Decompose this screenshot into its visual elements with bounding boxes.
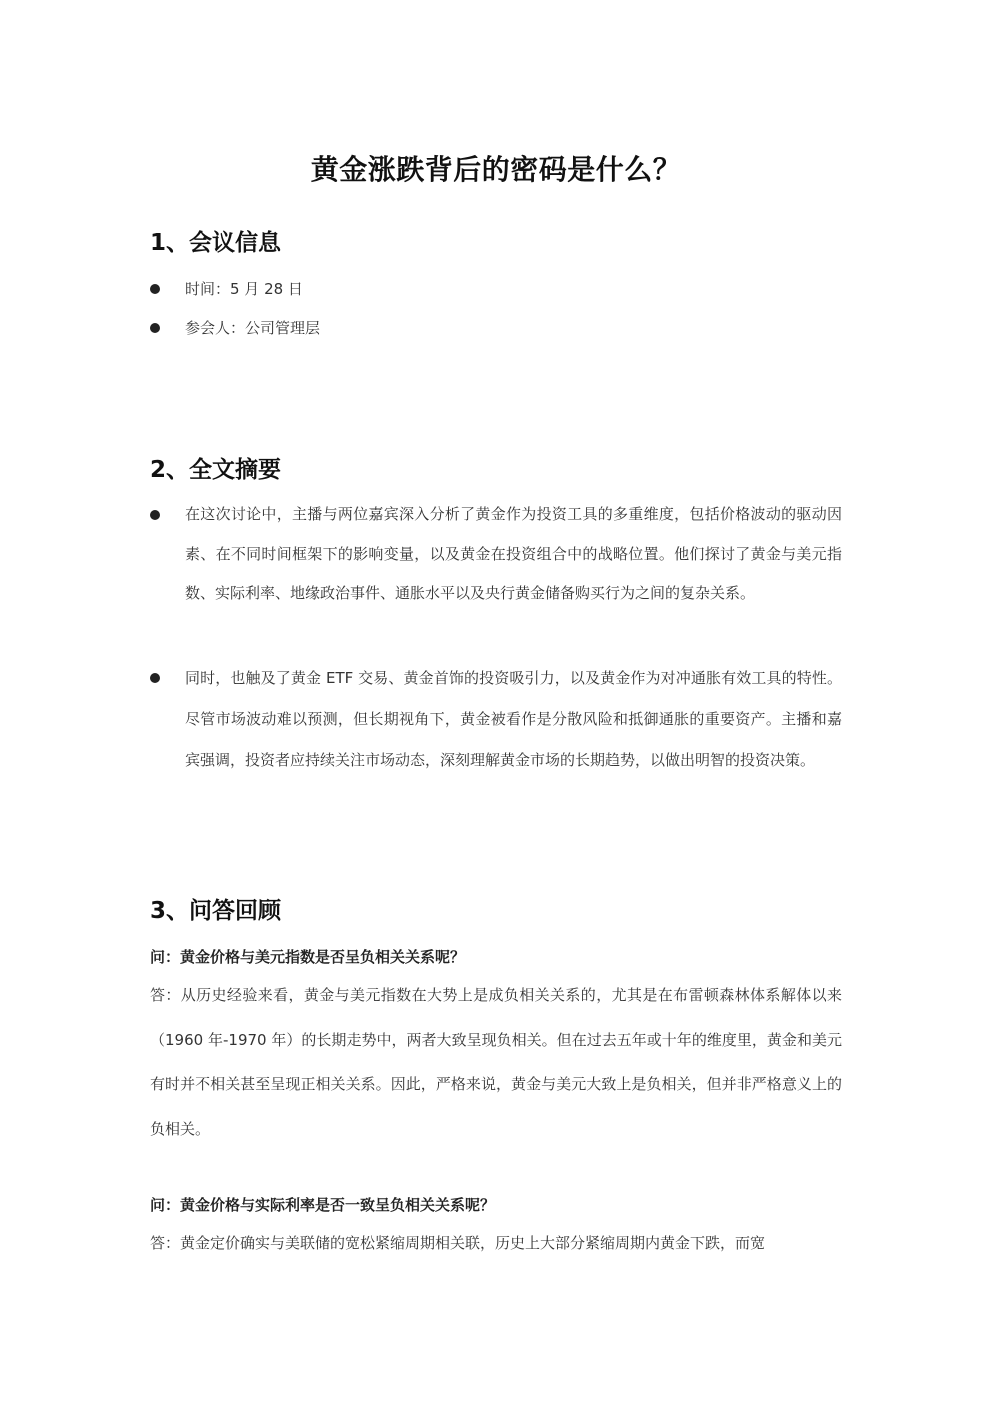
qa-answer: 答：从历史经验来看，黄金与美元指数在大势上是成负相关关系的，尤其是在布雷顿森林体系解体以来（1960 年-1970 年）的长期走势中，两者大致呈现负相关。但在过去五年或十年的维度里，黄金和美元有时并不相关甚至呈现正相关关系。因此，严格来说，黄金与美元大致上是负相关，但并非严格意义上的负相关。 bbox=[150, 986, 842, 1138]
list-item bbox=[150, 495, 842, 614]
summary-paragraph: 在这次讨论中，主播与两位嘉宾深入分析了黄金作为投资工具的多重维度，包括价格波动的驱动因素、在不同时间框架下的影响变量，以及黄金在投资组合中的战略位置。他们探讨了黄金与美元指数、实际利率、地缘政治事件、通胀水平以及央行黄金储备购买行为之间的复杂关系。 bbox=[185, 505, 842, 602]
bullet-icon bbox=[150, 323, 160, 333]
page-title: 黄金涨跌背后的密码是什么？ bbox=[310, 153, 682, 186]
qa-question: 问：黄金价格与美元指数是否呈负相关关系呢？ bbox=[150, 948, 466, 966]
meeting-time: 时间：5 月 28 日 bbox=[185, 280, 303, 298]
section-heading-summary: 2、全文摘要 bbox=[150, 457, 282, 483]
list-item bbox=[150, 658, 842, 781]
bullet-icon bbox=[150, 673, 160, 683]
section-heading-meeting-info: 1、会议信息 bbox=[150, 230, 282, 256]
list-item bbox=[150, 318, 842, 338]
qa-question: 问：黄金价格与实际利率是否一致呈负相关关系呢？ bbox=[150, 1196, 496, 1214]
list-item bbox=[150, 279, 842, 299]
qa-answer: 答：黄金定价确实与美联储的宽松紧缩周期相关联，历史上大部分紧缩周期内黄金下跌，而宽 bbox=[150, 1234, 766, 1252]
bullet-icon bbox=[150, 284, 160, 294]
summary-paragraph: 同时，也触及了黄金 ETF 交易、黄金首饰的投资吸引力，以及黄金作为对冲通胀有效工具的特性。尽管市场波动难以预测，但长期视角下，黄金被看作是分散风险和抵御通胀的重要资产。主播和嘉宾强调，投资者应持续关注市场动态，深刻理解黄金市场的长期趋势，以做出明智的投资决策。 bbox=[185, 669, 842, 769]
section-heading-qa: 3、问答回顾 bbox=[150, 898, 282, 924]
bullet-icon bbox=[150, 510, 160, 520]
meeting-attendees: 参会人：公司管理层 bbox=[185, 319, 321, 337]
